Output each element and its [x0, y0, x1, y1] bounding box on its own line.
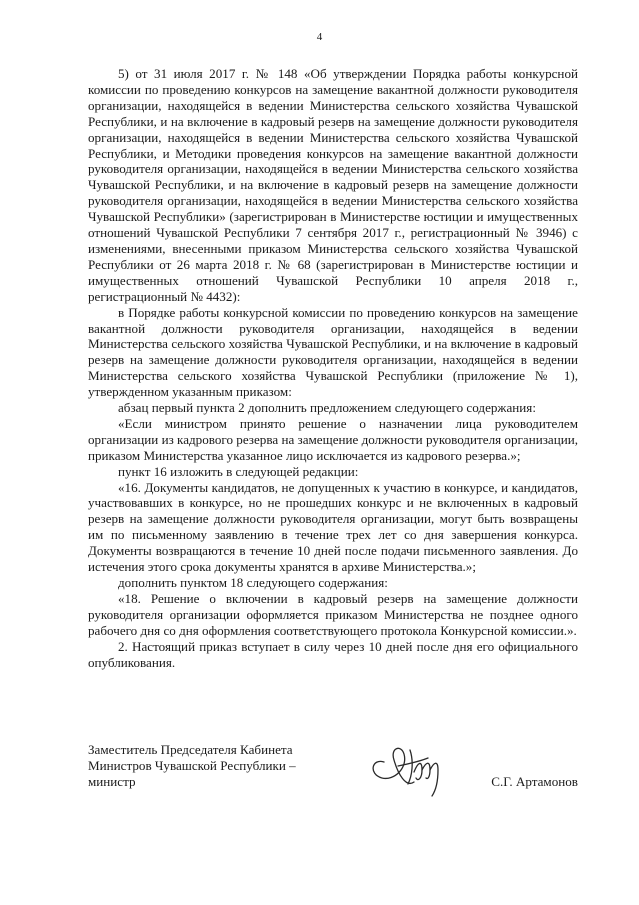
- document-body: [88, 66, 578, 670]
- paragraph-clause-16-text: «16. Документы кандидатов, не допущенных к участию в конкурсе, и кандидатов, участвовавших в конкурсе, но не прошедших конкурс и не включенных в кадровый резерв на замещение должности руководителя организации, могут быть возвращены им по письменному заявлению в течение трех лет со дня завершения конкурса. Документы возвращаются в течение 10 дней после подачи письменного заявления. До истечения этого срока документы хранятся в архиве Министерства.»;: [88, 479, 578, 575]
- signatory-position-line: министр: [88, 774, 136, 789]
- paragraph-clause-16-instruction: пункт 16 изложить в следующей редакции:: [118, 463, 359, 479]
- paragraph-item-5-amendment: 5) от 31 июля 2017 г. № 148 «Об утверждении Порядка работы конкурсной комиссии по проведению конкурсов на замещение вакантной должности руководителя организации, находящейся в ведении Министерства сельского хозяйства Чувашской Республики, и на включение в кадровый резерв на замещение должности руководителя организации, находящейся в ведении Министерства сельского хозяйства Чувашской Республики, и Методики проведения конкурсов на замещение вакантной должности руководителя организации, находящейся в ведении Министерства сельского хозяйства Чувашской Республики, и на включение в кадровый резерв на замещение должности руководителя организации, находящейся в ведении Министерства сельского хозяйства Чувашской Республики» (зарегистрирован в Министерстве юстиции и имущественных отношений Чувашской Республики 7 сентября 2017 г., регистрационный № 3946) с изменениями, внесенными приказом Министерства сельского хозяйства Чувашской Республики от 26 марта 2018 г. № 68 (зарегистрирован в Министерстве юстиции и имущественных отношений Чувашской Республики 10 апреля 2018 г., регистрационный № 4432):: [88, 66, 578, 304]
- signature-block: [88, 742, 578, 802]
- signatory-position: [88, 742, 348, 790]
- handwritten-signature: [364, 732, 460, 802]
- paragraph-procedure-intro: в Порядке работы конкурсной комиссии по проведению конкурсов на замещение вакантной должности руководителя организации, находящейся в ведении Министерства сельского хозяйства Чувашской Республики, и на включение в кадровый резерв на замещение должности руководителя организации, находящейся в ведении Министерства сельского хозяйства Чувашской Республики (приложение № 1), утвержденном указанным приказом:: [88, 304, 578, 400]
- page-number: 4: [316, 31, 323, 43]
- paragraph-clause-18-instruction: дополнить пунктом 18 следующего содержания:: [118, 575, 388, 590]
- paragraph-clause-2-instruction: абзац первый пункта 2 дополнить предложением следующего содержания:: [118, 400, 536, 416]
- signatory-name: С.Г. Артамонов: [491, 774, 578, 789]
- signatory-position-line: Заместитель Председателя Кабинета: [88, 742, 293, 757]
- signatory-position-line: Министров Чувашской Республики –: [88, 758, 296, 773]
- paragraph-clause-18-text: «18. Решение о включении в кадровый резерв на замещение должности руководителя организации оформляется приказом Министерства не позднее одного рабочего дня со дня оформления соответствующего протокола Конкурсной комиссии.».: [88, 590, 578, 638]
- paragraph-effective-date: 2. Настоящий приказ вступает в силу через 10 дней после дня его официального опубликования.: [88, 638, 578, 670]
- paragraph-clause-2-text: «Если министром принято решение о назначении лица руководителем организации из кадрового резерва на замещение должности руководителя организации, приказом Министерства указанное лицо исключается из кадрового резерва.»;: [88, 415, 578, 463]
